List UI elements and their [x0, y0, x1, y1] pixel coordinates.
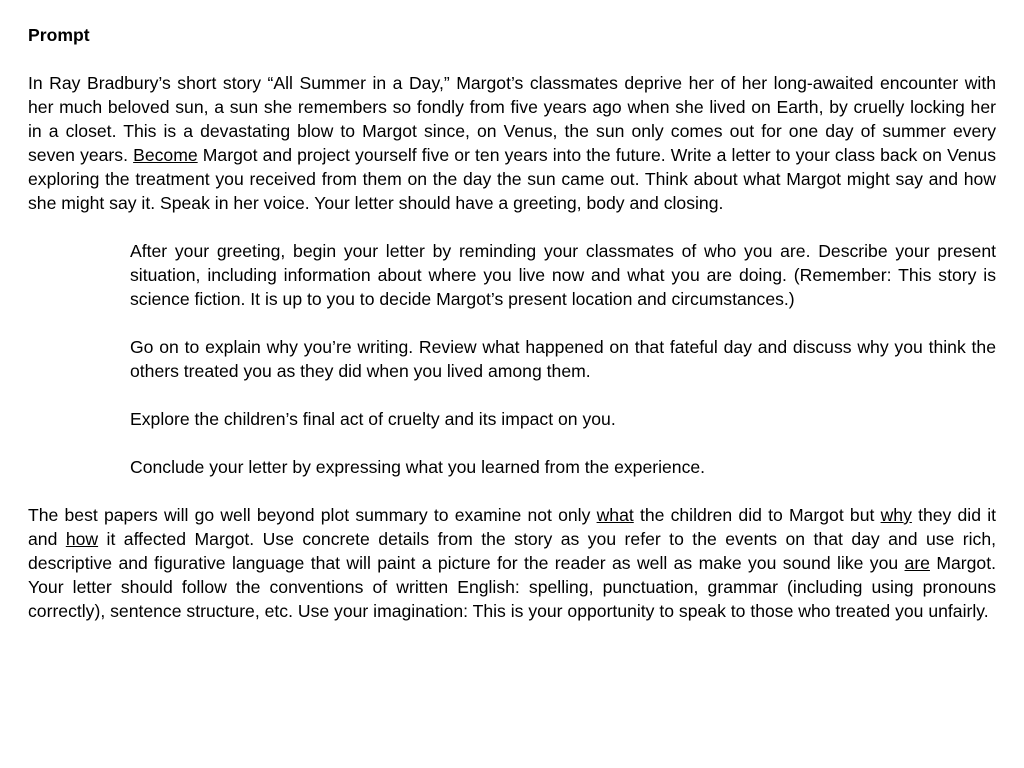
closing-emphasis-are: are	[904, 553, 930, 573]
closing-text-1: The best papers will go well beyond plot summary to examine not only	[28, 505, 597, 525]
page-title: Prompt	[28, 25, 90, 45]
instruction-paragraph-3: Explore the children’s final act of cruelty and its impact on you.	[130, 409, 616, 429]
closing-text-4: it affected Margot. Use concrete details from the story as you refer to the events on that day and use rich, descriptive and figurative language that will paint a picture for the reader as well as make you sound like you	[28, 529, 996, 573]
closing-text-3: they did it and	[28, 505, 996, 549]
intro-emphasis-become: Become	[133, 145, 198, 165]
closing-text-2: the children did to Margot but	[633, 505, 881, 525]
closing-emphasis-why: why	[880, 505, 912, 525]
instruction-paragraph-2: Go on to explain why you’re writing. Review what happened on that fateful day and discuss why you think the others treated you as they did when you lived among them.	[130, 337, 996, 381]
closing-emphasis-what: what	[596, 505, 634, 525]
intro-paragraph	[28, 71, 996, 215]
closing-text-5: Margot. Your letter should follow the conventions of written English: spelling, punctuation, grammar (including using pronouns correctly), sentence structure, etc. Use your imagination: This is your opportunity to speak to those who treated you unfairly.	[28, 553, 996, 621]
intro-text-1: In Ray Bradbury’s short story “All Summer in a Day,” Margot’s classmates deprive her of her long-awaited encounter with her much beloved sun, a sun she remembers so fondly from five years ago when she lived on Earth, by cruelly locking her in a closet. This is a devastating blow to Margot since, on Venus, the sun only comes out for one day of summer every seven years.	[28, 73, 996, 165]
intro-text-2: Margot and project yourself five or ten years into the future. Write a letter to your class back on Venus exploring the treatment you received from them on the day the sun came out. Think about what Margot might say and how she might say it. Speak in her voice. Your letter should have a greeting, body and closing.	[28, 145, 997, 213]
closing-paragraph	[28, 503, 996, 623]
instruction-paragraph-4: Conclude your letter by expressing what you learned from the experience.	[130, 457, 706, 477]
document-page	[28, 23, 996, 647]
instruction-paragraph-1: After your greeting, begin your letter by reminding your classmates of who you are. Describe your present situation, including information about where you live now and what you are doing. (Remember: This story is science fiction. It is up to you to decide Margot’s present location and circumstances.)	[130, 241, 996, 309]
closing-emphasis-how: how	[65, 529, 99, 549]
